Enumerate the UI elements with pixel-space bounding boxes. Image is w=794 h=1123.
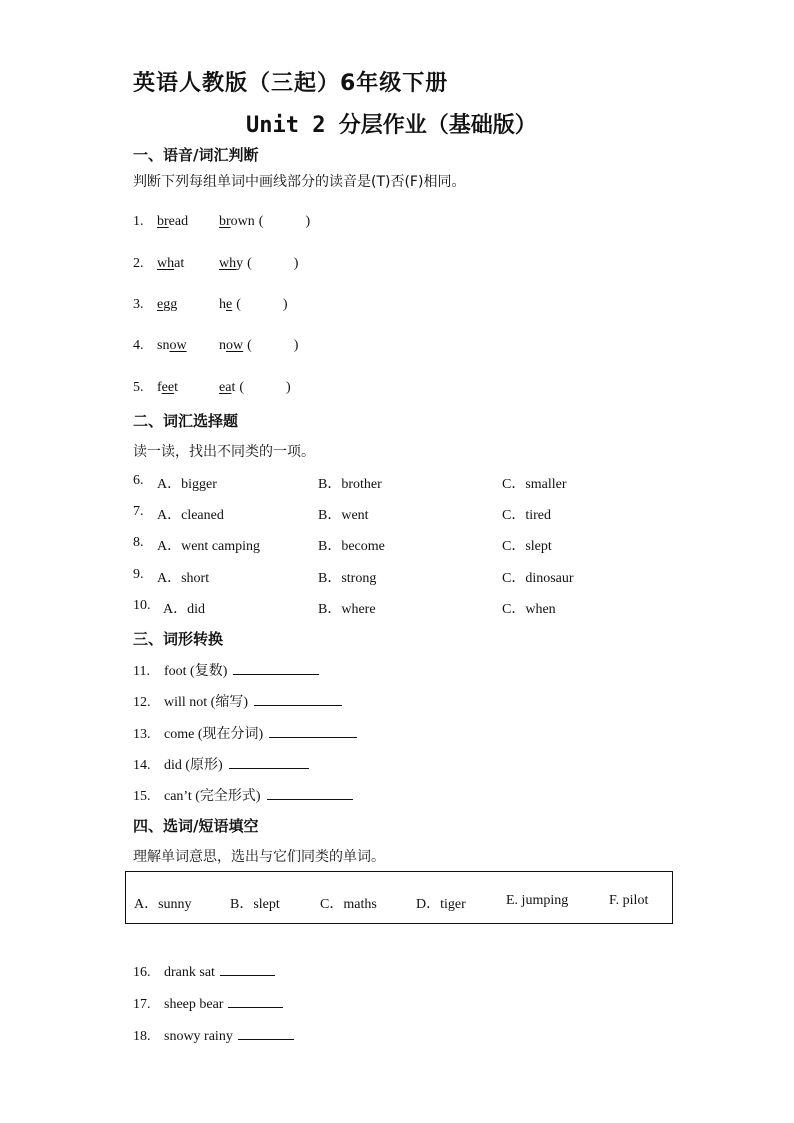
choice-b[interactable]: B．went bbox=[318, 508, 369, 523]
item-number: 15. bbox=[133, 789, 151, 804]
word-part: ead bbox=[168, 214, 189, 229]
item-prompt: did (原形) bbox=[164, 758, 223, 773]
item-number: 8. bbox=[133, 535, 144, 550]
section4-heading: 四、选词/短语填空 bbox=[133, 817, 259, 835]
word-part: at bbox=[174, 256, 185, 271]
choice-b[interactable]: B．brother bbox=[318, 477, 382, 492]
section3-heading: 三、词形转换 bbox=[133, 630, 224, 648]
item-number: 13. bbox=[133, 727, 151, 742]
underlined-letters: wh bbox=[219, 256, 237, 271]
word-bank-option: E. jumping bbox=[506, 893, 569, 908]
answer-parentheses[interactable]: ( ) bbox=[258, 214, 311, 229]
word-one bbox=[157, 256, 219, 272]
word-bank-option: D．tiger bbox=[416, 897, 466, 912]
item-number: 7. bbox=[133, 504, 144, 519]
item-number: 9. bbox=[133, 567, 144, 582]
fill-in-item bbox=[133, 1027, 294, 1045]
word-part: gg bbox=[163, 297, 178, 312]
choice-c[interactable]: C．when bbox=[502, 602, 556, 617]
item-prompt: will not (缩写) bbox=[164, 695, 248, 710]
word-two bbox=[219, 380, 235, 395]
word-bank-option: F. pilot bbox=[609, 893, 649, 908]
page-title: 英语人教版（三起）6年级下册 bbox=[133, 71, 449, 96]
choice-a[interactable]: A．cleaned bbox=[157, 508, 224, 523]
choice-b[interactable]: B．strong bbox=[318, 571, 377, 586]
section2-instruction: 读一读，找出不同类的一项。 bbox=[133, 444, 315, 460]
word-part: n bbox=[219, 338, 226, 353]
underlined-letters: ow bbox=[169, 338, 187, 353]
phonics-item bbox=[133, 293, 288, 313]
choice-a[interactable]: A．short bbox=[157, 571, 210, 586]
word-part: y bbox=[236, 256, 244, 271]
answer-parentheses[interactable]: ( ) bbox=[239, 380, 291, 395]
word-one bbox=[157, 214, 219, 230]
word-form-item bbox=[133, 691, 342, 711]
phonics-item bbox=[133, 334, 298, 354]
word-bank-option: C．maths bbox=[320, 897, 377, 912]
item-prompt: drank sat bbox=[164, 965, 215, 980]
choice-b[interactable]: B．where bbox=[318, 602, 376, 617]
underlined-letters: ee bbox=[161, 380, 175, 395]
answer-parentheses[interactable]: ( ) bbox=[247, 256, 299, 271]
answer-blank[interactable] bbox=[238, 1027, 294, 1040]
word-part: t bbox=[231, 380, 236, 395]
word-part: t bbox=[174, 380, 178, 395]
item-number: 12. bbox=[133, 695, 151, 710]
item-number: 3. bbox=[133, 297, 144, 312]
word-bank-option: B．slept bbox=[230, 897, 280, 912]
section1-heading: 一、语音/词汇判断 bbox=[133, 146, 259, 164]
choice-a[interactable]: A．did bbox=[163, 602, 205, 617]
item-number: 5. bbox=[133, 380, 144, 395]
item-number: 16. bbox=[133, 965, 151, 980]
page-subtitle: Unit 2 分层作业（基础版） bbox=[246, 113, 537, 138]
word-part: h bbox=[219, 297, 226, 312]
answer-blank[interactable] bbox=[233, 662, 319, 675]
answer-blank[interactable] bbox=[220, 963, 275, 976]
phonics-item bbox=[133, 376, 291, 396]
answer-blank[interactable] bbox=[254, 693, 342, 706]
item-number: 14. bbox=[133, 758, 151, 773]
underlined-letters: ow bbox=[226, 338, 244, 353]
item-number: 18. bbox=[133, 1029, 151, 1044]
item-number: 11. bbox=[133, 664, 150, 679]
underlined-letters: e bbox=[226, 297, 233, 312]
word-form-item bbox=[133, 660, 319, 680]
word-form-item bbox=[133, 754, 309, 774]
answer-blank[interactable] bbox=[269, 725, 357, 738]
item-number: 17. bbox=[133, 997, 151, 1012]
item-number: 4. bbox=[133, 338, 144, 353]
item-prompt: sheep bear bbox=[164, 997, 224, 1012]
fill-in-item bbox=[133, 963, 275, 981]
item-number: 1. bbox=[133, 214, 144, 229]
word-two bbox=[219, 338, 243, 353]
choice-b[interactable]: B．become bbox=[318, 539, 385, 554]
underlined-letters: e bbox=[157, 297, 164, 312]
underlined-letters: wh bbox=[157, 256, 175, 271]
choice-c[interactable]: C．tired bbox=[502, 508, 551, 523]
word-bank-box bbox=[125, 871, 673, 924]
word-part: f bbox=[157, 380, 162, 395]
word-two bbox=[219, 297, 232, 312]
item-number: 10. bbox=[133, 598, 151, 613]
answer-parentheses[interactable]: ( ) bbox=[236, 297, 288, 312]
word-bank-option: A．sunny bbox=[134, 897, 192, 912]
section4-instruction: 理解单词意思，选出与它们同类的单词。 bbox=[133, 849, 385, 865]
word-part: own bbox=[230, 214, 255, 229]
word-part: sn bbox=[157, 338, 170, 353]
word-one bbox=[157, 380, 219, 396]
underlined-letters: br bbox=[157, 214, 169, 229]
underlined-letters: br bbox=[219, 214, 231, 229]
word-form-item bbox=[133, 785, 353, 805]
choice-c[interactable]: C．dinosaur bbox=[502, 571, 574, 586]
choice-c[interactable]: C．smaller bbox=[502, 477, 567, 492]
choice-a[interactable]: A．went camping bbox=[157, 539, 261, 554]
item-number: 6. bbox=[133, 473, 144, 488]
fill-in-item bbox=[133, 995, 283, 1013]
answer-blank[interactable] bbox=[229, 756, 309, 769]
word-two bbox=[219, 214, 255, 229]
item-prompt: foot (复数) bbox=[164, 664, 228, 679]
word-form-item bbox=[133, 723, 357, 743]
item-prompt: snowy rainy bbox=[164, 1029, 233, 1044]
word-two bbox=[219, 256, 243, 271]
item-prompt: can’t (完全形式) bbox=[164, 789, 261, 804]
phonics-item bbox=[133, 252, 298, 272]
choice-c[interactable]: C．slept bbox=[502, 539, 552, 554]
answer-parentheses[interactable]: ( ) bbox=[247, 338, 299, 353]
answer-blank[interactable] bbox=[228, 995, 283, 1008]
answer-blank[interactable] bbox=[267, 787, 353, 800]
section1-instruction: 判断下列每组单词中画线部分的读音是(T)否(F)相同。 bbox=[133, 174, 466, 190]
item-number: 2. bbox=[133, 256, 144, 271]
choice-a[interactable]: A．bigger bbox=[157, 477, 217, 492]
item-prompt: come (现在分词) bbox=[164, 727, 264, 742]
word-one bbox=[157, 338, 219, 354]
underlined-letters: ea bbox=[219, 380, 232, 395]
phonics-item bbox=[133, 210, 310, 230]
word-one bbox=[157, 297, 219, 313]
section2-heading: 二、词汇选择题 bbox=[133, 412, 239, 430]
